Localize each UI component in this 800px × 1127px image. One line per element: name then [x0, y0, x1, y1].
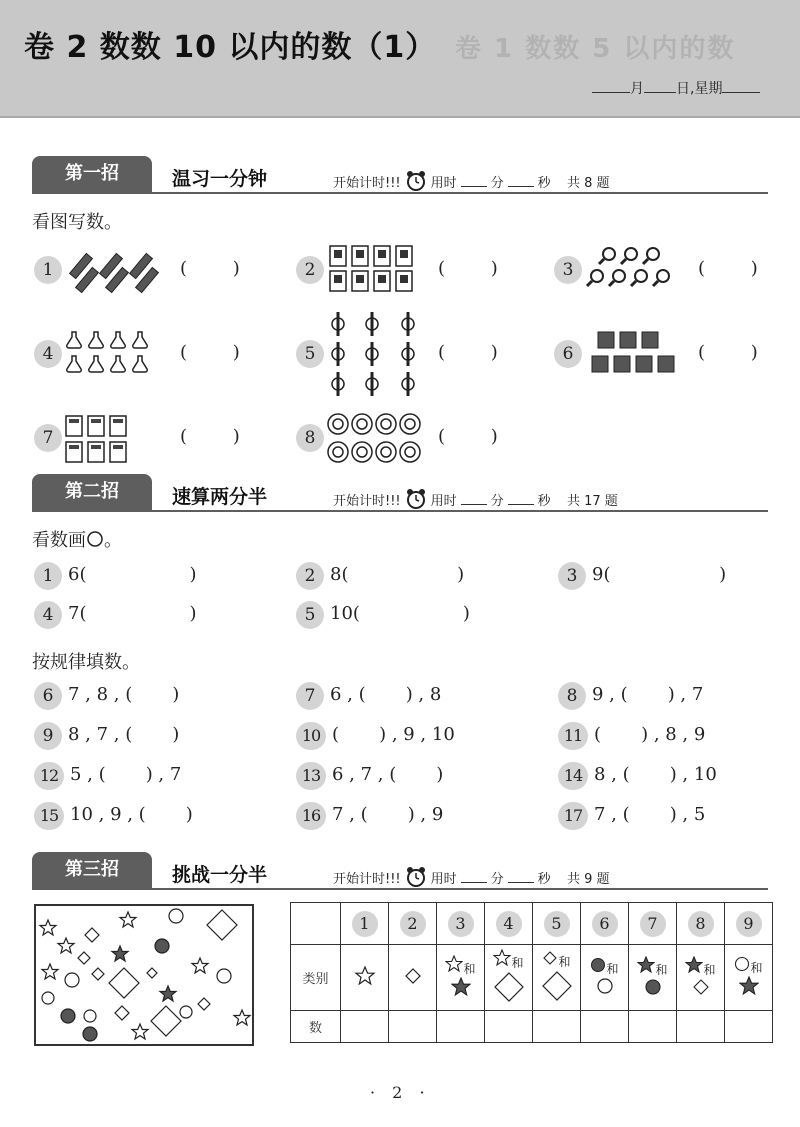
item-number: 4: [34, 601, 62, 629]
pattern-answer[interactable]: ( ) , 9 , 10: [332, 724, 455, 745]
item-number: 17: [558, 802, 588, 830]
mixed-shapes-picture: [36, 906, 252, 1044]
column-number: 4: [496, 911, 522, 937]
pattern-answer[interactable]: 8 , 7 , ( ): [68, 724, 180, 745]
pattern-answer[interactable]: 8 , ( ) , 10: [594, 764, 717, 785]
column-number: 3: [448, 911, 474, 937]
draw-answer[interactable]: 7( ): [68, 603, 197, 624]
count-answer-cell[interactable]: [677, 1011, 725, 1043]
category-cell: 和: [581, 945, 629, 1011]
page-title: 卷 2 数数 10 以内的数（1）: [24, 30, 437, 65]
star-filled-icon: [685, 956, 703, 974]
row-label-type: 类别: [291, 945, 341, 1011]
section-3-title: 挑战一分半: [172, 864, 268, 886]
item-number: 3: [554, 256, 582, 284]
circle-outline-icon: [596, 977, 614, 995]
column-number: 5: [544, 911, 570, 937]
ghost-header-text: 卷 1 数数 5 以内的数: [455, 34, 736, 64]
folder-icon-group: [590, 330, 680, 380]
part1-instruction: 看图写数。: [32, 212, 122, 233]
item-number: 7: [296, 682, 324, 710]
column-number: 8: [688, 911, 714, 937]
pattern-answer[interactable]: 7 , ( ) , 5: [594, 804, 706, 825]
count-answer-cell[interactable]: [581, 1011, 629, 1043]
item-number: 15: [34, 802, 64, 830]
large-diamond-outline-icon: [541, 970, 573, 1002]
item-number: 5: [296, 340, 324, 368]
category-cell: 和: [533, 945, 581, 1011]
flask-icon-group: [64, 330, 174, 380]
column-number: 7: [640, 911, 666, 937]
item-number: 9: [34, 722, 62, 750]
column-number: 2: [400, 911, 426, 937]
count-answer-cell[interactable]: [629, 1011, 677, 1043]
row-label-count: 数: [291, 1011, 341, 1043]
diamond-outline-icon: [692, 978, 710, 996]
classification-table: [290, 902, 773, 1043]
item-number: 6: [34, 682, 62, 710]
pattern-answer[interactable]: 6 , ( ) , 8: [330, 684, 442, 705]
page-number: · 2 ·: [370, 1083, 431, 1102]
star-outline-icon: [493, 949, 511, 967]
item-number: 3: [558, 562, 586, 590]
pattern-answer[interactable]: 7 , ( ) , 9: [332, 804, 444, 825]
section-3-tab: 第三招: [32, 852, 152, 888]
answer-blank[interactable]: ( ): [438, 426, 498, 447]
answer-blank[interactable]: ( ): [180, 426, 240, 447]
category-cell: 和: [485, 945, 533, 1011]
section-1-timer: 开始计时!!! 用时 分 秒 共 8 题: [333, 170, 610, 192]
circle-outline-icon: [734, 956, 750, 972]
pattern-answer[interactable]: 10 , 9 , ( ): [70, 804, 193, 825]
diamond-outline-icon: [403, 966, 423, 986]
star-filled-icon: [739, 976, 759, 996]
draw-answer[interactable]: 8( ): [330, 564, 465, 585]
large-diamond-outline-icon: [493, 971, 525, 1003]
alarm-clock-icon: [405, 866, 427, 888]
item-number: 8: [296, 424, 324, 452]
answer-blank[interactable]: ( ): [438, 258, 498, 279]
pattern-answer[interactable]: 9 , ( ) , 7: [592, 684, 704, 705]
pattern-answer[interactable]: ( ) , 8 , 9: [594, 724, 706, 745]
item-number: 5: [296, 601, 324, 629]
draw-answer[interactable]: 10( ): [330, 603, 470, 624]
star-outline-icon: [353, 964, 377, 988]
calculator-icon-group: [64, 414, 134, 464]
section-2-divider: [32, 510, 768, 512]
column-number: 9: [736, 911, 762, 937]
magnifier-icon-group: [585, 244, 685, 294]
item-number: 12: [34, 762, 64, 790]
part2-instruction: 看数画 。: [32, 530, 122, 551]
count-answer-cell[interactable]: [341, 1011, 389, 1043]
count-answer-cell[interactable]: [725, 1011, 773, 1043]
disc-icon-group: [326, 412, 426, 466]
star-outline-icon: [445, 955, 463, 973]
answer-blank[interactable]: ( ): [698, 342, 758, 363]
item-number: 1: [34, 562, 62, 590]
item-number: 8: [558, 682, 586, 710]
item-number: 6: [554, 340, 582, 368]
draw-answer[interactable]: 9( ): [592, 564, 727, 585]
circle-filled-icon: [644, 978, 662, 996]
count-answer-cell[interactable]: [485, 1011, 533, 1043]
item-number: 16: [296, 802, 326, 830]
item-number: 10: [296, 722, 326, 750]
item-number: 7: [34, 424, 62, 452]
pattern-answer[interactable]: 6 , 7 , ( ): [332, 764, 444, 785]
diamond-outline-icon: [542, 950, 558, 966]
date-line: 月 日,星期: [592, 78, 760, 98]
alarm-clock-icon: [405, 170, 427, 192]
count-answer-cell[interactable]: [389, 1011, 437, 1043]
answer-blank[interactable]: ( ): [438, 342, 498, 363]
section-1-divider: [32, 192, 768, 194]
notebook-icon-group: [328, 244, 418, 294]
column-number: 1: [352, 911, 378, 937]
category-cell: 和: [725, 945, 773, 1011]
table-corner: [291, 903, 341, 945]
pattern-answer[interactable]: 5 , ( ) , 7: [70, 764, 182, 785]
column-number: 6: [592, 911, 618, 937]
item-number: 11: [558, 722, 588, 750]
alarm-clock-icon: [405, 488, 427, 510]
section-3-divider: [32, 888, 768, 890]
answer-blank[interactable]: ( ): [180, 342, 240, 363]
section-3-timer: 开始计时!!! 用时 分 秒 共 9 题: [333, 866, 610, 888]
draw-answer[interactable]: 6( ): [68, 564, 197, 585]
pattern-answer[interactable]: 7 , 8 , ( ): [68, 684, 180, 705]
section-2-title: 速算两分半: [172, 486, 268, 508]
section-1-tab: 第一招: [32, 156, 152, 192]
item-number: 1: [34, 256, 62, 284]
item-number: 14: [558, 762, 588, 790]
item-number: 2: [296, 256, 324, 284]
answer-blank[interactable]: ( ): [698, 258, 758, 279]
item-number: 13: [296, 762, 326, 790]
section-2-timer: 开始计时!!! 用时 分 秒 共 17 题: [333, 488, 618, 510]
item-number: 2: [296, 562, 324, 590]
section-2-tab: 第二招: [32, 474, 152, 510]
category-cell: 和: [677, 945, 725, 1011]
pattern-instruction: 按规律填数。: [32, 652, 140, 673]
section-1-title: 温习一分钟: [172, 168, 268, 190]
star-filled-icon: [637, 956, 655, 974]
star-filled-icon: [451, 977, 471, 997]
category-cell: [341, 945, 389, 1011]
watch-icon-group: [326, 310, 426, 398]
circle-filled-icon: [590, 957, 606, 973]
category-cell: [389, 945, 437, 1011]
count-answer-cell[interactable]: [437, 1011, 485, 1043]
ruler-icon-group: [64, 244, 164, 294]
circle-outline-icon: [86, 530, 104, 548]
answer-blank[interactable]: ( ): [180, 258, 240, 279]
category-cell: 和: [629, 945, 677, 1011]
page-header: [0, 0, 800, 118]
category-cell: 和: [437, 945, 485, 1011]
count-answer-cell[interactable]: [533, 1011, 581, 1043]
shapes-picture-box: [34, 904, 254, 1046]
item-number: 4: [34, 340, 62, 368]
